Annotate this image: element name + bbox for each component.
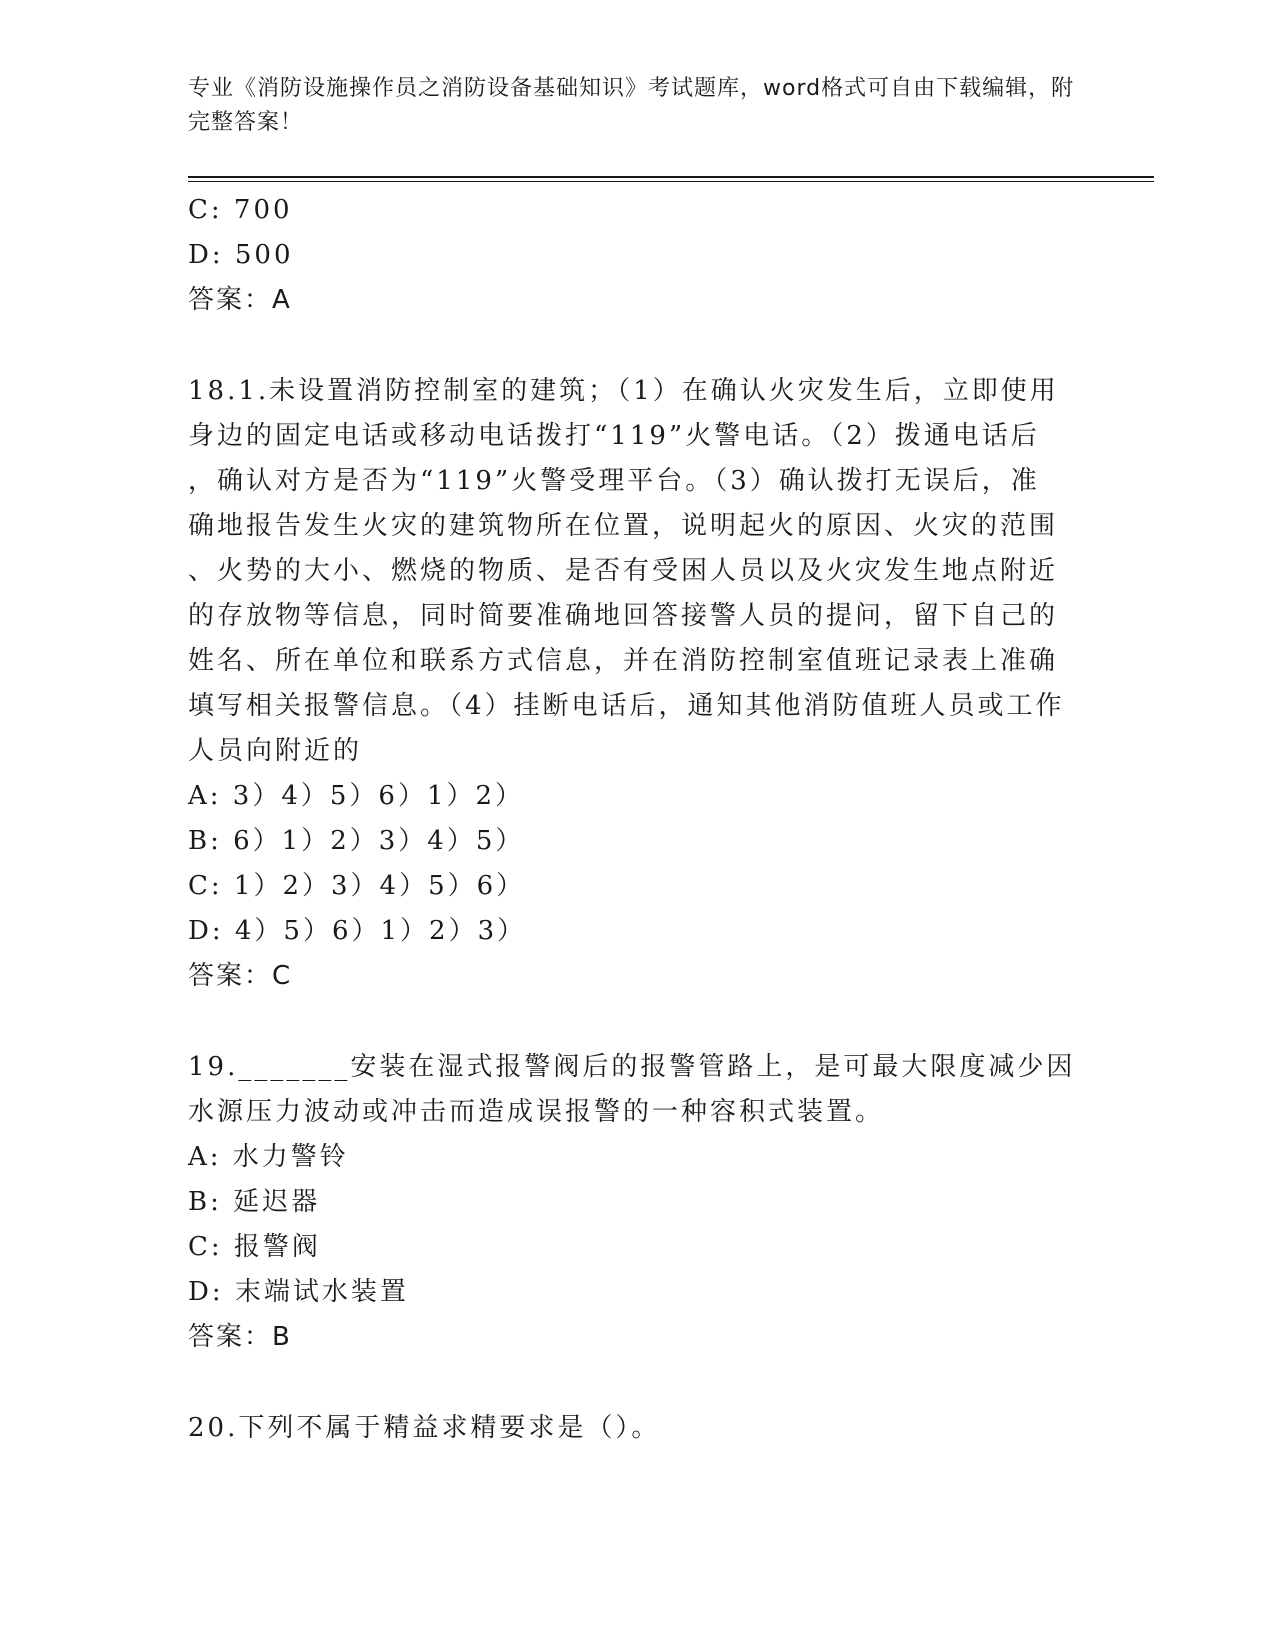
option-c: C: 1）2）3）4）5）6）	[188, 871, 526, 901]
option-b: B: 6）1）2）3）4）5）	[188, 826, 525, 856]
option-c: C: 700	[188, 195, 293, 225]
option-a: A: 水力警铃	[188, 1142, 349, 1172]
question-19	[188, 1045, 1088, 1360]
question-text-line: 确地报告发生火灾的建筑物所在位置，说明起火的原因、火灾的范围	[188, 511, 1059, 541]
question-text-line: 填写相关报警信息。（4）挂断电话后，通知其他消防值班人员或工作	[188, 691, 1065, 721]
option-d: D: 末端试水装置	[188, 1277, 409, 1307]
header-rule-thin	[188, 181, 1154, 182]
option-b: B: 延迟器	[188, 1187, 321, 1217]
question-content	[188, 188, 1088, 1451]
document-header: 专业《消防设施操作员之消防设备基础知识》考试题库，word格式可自由下载编辑，附完整答案！	[188, 76, 1075, 135]
answer-line: 答案：B	[188, 1322, 292, 1352]
question-text-line: ，确认对方是否为“119”火警受理平台。（3）确认拨打无误后，准	[188, 466, 1040, 496]
question-text-line: 、火势的大小、燃烧的物质、是否有受困人员以及火灾发生地点附近	[188, 556, 1059, 586]
question-text-line: 18.1.未设置消防控制室的建筑；（1）在确认火灾发生后，立即使用	[188, 376, 1059, 406]
header-rule-thick	[188, 176, 1154, 178]
question-18	[188, 369, 1088, 999]
answer-line: 答案：C	[188, 961, 293, 991]
question-text-line: 19._______安装在湿式报警阀后的报警管路上，是可最大限度减少因	[188, 1052, 1076, 1082]
option-a: A: 3）4）5）6）1）2）	[188, 781, 525, 811]
option-d: D: 4）5）6）1）2）3）	[188, 916, 527, 946]
option-c: C: 报警阀	[188, 1232, 321, 1262]
option-d: D: 500	[188, 240, 294, 270]
question-text-line: 姓名、所在单位和联系方式信息，并在消防控制室值班记录表上准确	[188, 646, 1059, 676]
question-text-line: 的存放物等信息，同时简要准确地回答接警人员的提问，留下自己的	[188, 601, 1059, 631]
prev-question-options	[188, 188, 1088, 278]
question-text-line: 20.下列不属于精益求精要求是（）。	[188, 1413, 661, 1443]
question-20	[188, 1406, 1088, 1451]
question-text-line: 人员向附近的	[188, 736, 363, 766]
question-text-line: 水源压力波动或冲击而造成误报警的一种容积式装置。	[188, 1097, 885, 1127]
question-text-line: 身边的固定电话或移动电话拨打“119”火警电话。（2）拨通电话后	[188, 421, 1040, 451]
answer-line: 答案：A	[188, 285, 292, 315]
